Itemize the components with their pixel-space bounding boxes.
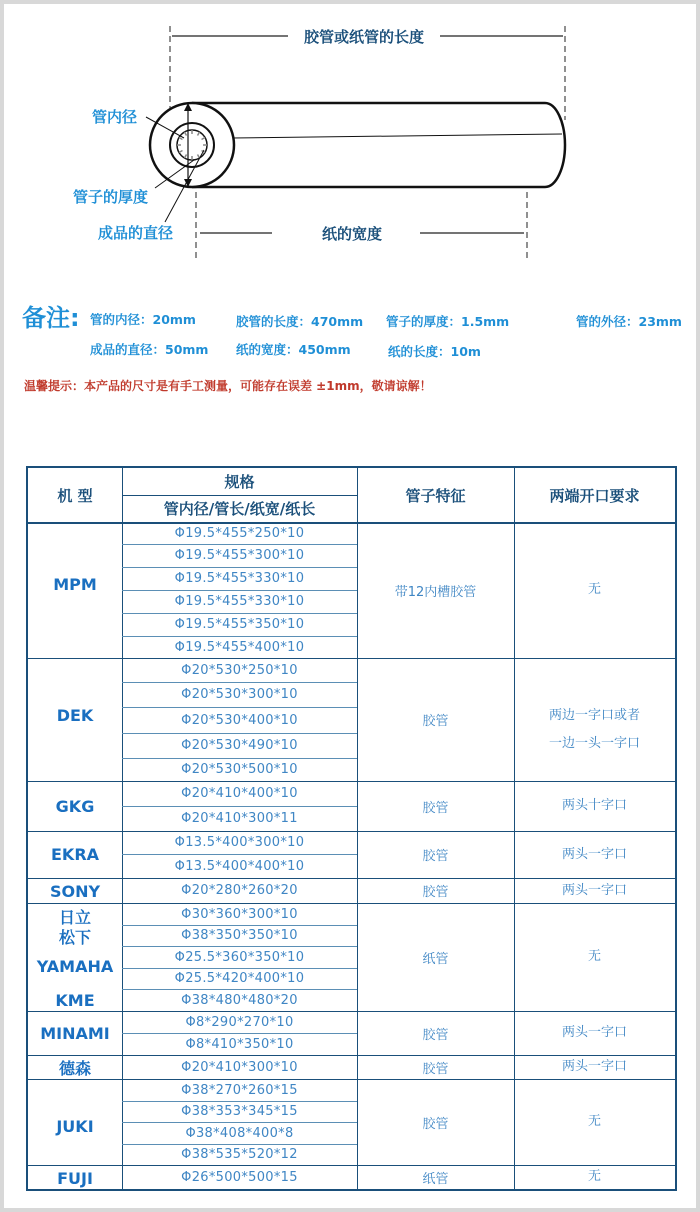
spec-cell: Φ25.5*420*400*10 xyxy=(174,971,305,986)
ends-cell: 两头一字口 xyxy=(561,882,627,898)
spec-cell: Φ30*360*300*10 xyxy=(181,906,298,922)
spec-cell: Φ19.5*455*250*10 xyxy=(174,525,305,541)
roll-dimension-diagram xyxy=(0,0,700,290)
spec-cell: Φ8*290*270*10 xyxy=(185,1014,294,1030)
spec-cell: Φ8*410*350*10 xyxy=(185,1036,294,1052)
spec-cell: Φ20*530*250*10 xyxy=(181,662,298,678)
note-tube-thickness: 管子的厚度：1.5mm xyxy=(386,314,510,329)
feature-cell: 胶管 xyxy=(422,1061,449,1077)
spec-cell: Φ38*480*480*20 xyxy=(181,992,298,1008)
model-hitachi: 日立 xyxy=(58,907,91,927)
feature-cell: 胶管 xyxy=(422,885,449,900)
spec-cell: Φ38*408*400*8 xyxy=(185,1125,294,1141)
ends-cell: 两头一字口 xyxy=(561,1059,627,1074)
model-kme: KME xyxy=(55,990,95,1010)
measurement-warning: 温馨提示：本产品的尺寸是有手工测量，可能存在误差 ±1mm，敬请谅解！ xyxy=(24,379,432,393)
feature-cell: 胶管 xyxy=(422,714,449,729)
spec-cell: Φ20*530*300*10 xyxy=(181,687,298,702)
feature-cell: 胶管 xyxy=(422,849,449,864)
length-label: 胶管或纸管的长度 xyxy=(303,28,425,46)
header-model: 机 型 xyxy=(57,486,93,505)
model-yamaha: YAMAHA xyxy=(36,956,114,976)
note-paper-width: 纸的宽度：450mm xyxy=(236,342,351,357)
inner-diameter-label: 管内径 xyxy=(92,108,138,126)
spec-cell: Φ20*530*490*10 xyxy=(181,738,298,753)
feature-cell: 胶管 xyxy=(422,1116,449,1132)
ends-cell: 两头一字口 xyxy=(561,1025,627,1040)
spec-cell: Φ13.5*400*400*10 xyxy=(174,858,305,874)
roll-body xyxy=(192,103,565,187)
header-ends: 两端开口要求 xyxy=(549,486,640,505)
spec-cell: Φ38*270*260*15 xyxy=(181,1082,298,1098)
ends-cell: 无 xyxy=(587,1169,601,1184)
ends-cell: 两头一字口 xyxy=(561,846,627,862)
spec-cell: Φ20*530*500*10 xyxy=(181,762,298,777)
feature-cell: 纸管 xyxy=(422,1171,449,1187)
spec-cell: Φ20*410*400*10 xyxy=(181,786,298,801)
header-spec-group: 规格 xyxy=(224,473,255,491)
model-minami: MINAMI xyxy=(40,1023,110,1043)
spec-cell: Φ20*530*400*10 xyxy=(181,712,298,728)
spec-cell: Φ20*410*300*11 xyxy=(181,811,298,826)
ends-cell: 无 xyxy=(587,582,601,597)
spec-table xyxy=(26,466,677,1191)
spec-cell: Φ19.5*455*400*10 xyxy=(174,639,305,655)
model-panasonic: 松下 xyxy=(58,927,91,947)
spec-cell: Φ19.5*455*330*10 xyxy=(174,571,305,586)
header-feature: 管子特征 xyxy=(405,486,466,505)
note-product-diameter: 成品的直径：50mm xyxy=(90,342,209,357)
ends-cell: 两头十字口 xyxy=(561,798,627,813)
spec-cell: Φ20*280*260*20 xyxy=(181,883,298,898)
model-ekra: EKRA xyxy=(50,844,100,864)
tube-inner xyxy=(177,130,207,160)
spec-cell: Φ19.5*455*330*10 xyxy=(174,594,305,609)
feature-cell: 纸管 xyxy=(422,951,449,967)
ends-cell: 两边一字口或者 xyxy=(548,708,640,723)
paper-width-label: 纸的宽度 xyxy=(321,225,383,243)
spec-cell: Φ26*500*500*15 xyxy=(181,1169,298,1185)
model-gkg: GKG xyxy=(55,796,95,816)
model-mpm: MPM xyxy=(53,574,97,594)
feature-cell: 胶管 xyxy=(422,800,449,816)
note-inner-diameter: 管的内径：20mm xyxy=(90,312,196,327)
model-fuji: FUJI xyxy=(57,1168,93,1188)
note-outer-diameter: 管的外径：23mm xyxy=(576,314,682,329)
header-spec-sub: 管内径/管长/纸宽/纸长 xyxy=(163,500,316,518)
note-tube-length: 胶管的长度：470mm xyxy=(236,314,364,329)
feature-cell: 胶管 xyxy=(422,1027,449,1043)
model-juki: JUKI xyxy=(56,1116,94,1136)
ends-cell: 无 xyxy=(587,949,601,964)
ends-cell: 无 xyxy=(587,1114,601,1129)
spec-cell: Φ19.5*455*350*10 xyxy=(174,617,305,632)
spec-cell: Φ38*535*520*12 xyxy=(181,1147,298,1162)
spec-cell: Φ38*353*345*15 xyxy=(181,1104,298,1119)
ends-cell: 一边一头一字口 xyxy=(548,736,640,751)
tube-thickness-label: 管子的厚度 xyxy=(73,188,149,206)
spec-cell: Φ19.5*455*300*10 xyxy=(174,548,305,563)
product-diameter-label: 成品的直径 xyxy=(98,224,174,242)
spec-cell: Φ20*410*300*10 xyxy=(181,1059,298,1075)
model-sony: SONY xyxy=(49,881,101,901)
model-desen: 德森 xyxy=(58,1058,91,1078)
spec-cell: Φ25.5*360*350*10 xyxy=(174,949,305,965)
model-dek: DEK xyxy=(56,705,94,725)
notes-title: 备注: xyxy=(22,304,80,332)
feature-cell: 带12内槽胶管 xyxy=(394,584,477,600)
note-paper-length: 纸的长度：10m xyxy=(388,344,481,359)
spec-cell: Φ13.5*400*300*10 xyxy=(174,835,305,850)
spec-cell: Φ38*350*350*10 xyxy=(181,928,298,943)
